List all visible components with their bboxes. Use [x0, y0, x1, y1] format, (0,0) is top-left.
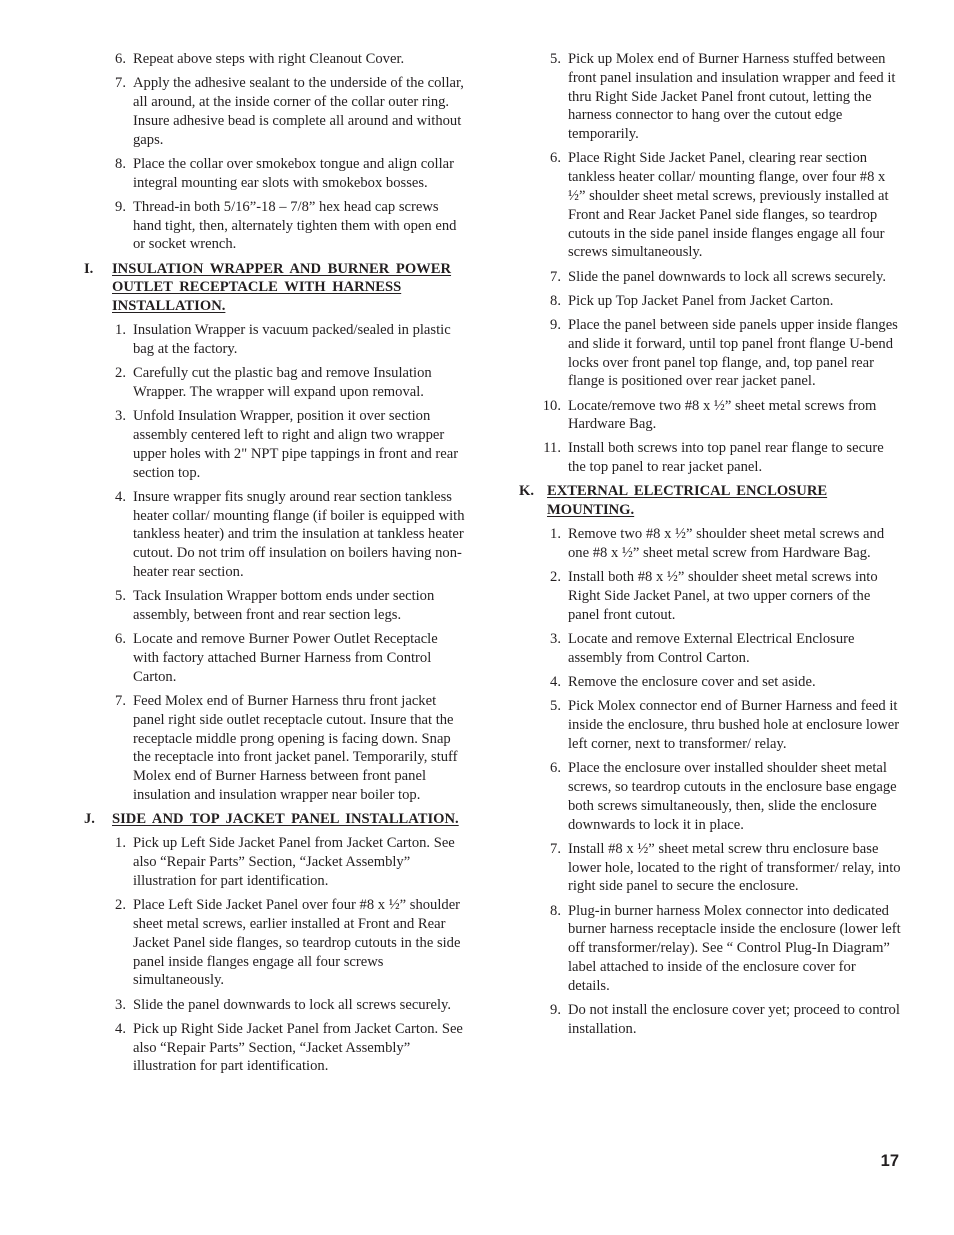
item-text: Locate and remove External Electrical Enclosure assembly from Control Carton. [568, 631, 855, 667]
list-item [84, 630, 466, 686]
list-item [519, 50, 901, 144]
list-item [519, 292, 901, 311]
item-number: 4. [115, 488, 126, 505]
list-item [84, 50, 466, 69]
list-item [84, 1020, 466, 1076]
item-text: Place Right Side Jacket Panel, clearing rear section tankless heater collar/ mounting flange, over four #8 x ½” shoulder sheet metal screws, previously installed at Front and Rear Jacket Panel side flanges, so teardrop cutouts in the side panel inside flanges engage all four screws simultaneously. [568, 150, 889, 261]
section-heading-i [84, 260, 466, 316]
list-item [519, 568, 901, 624]
list-block [519, 50, 901, 477]
list-item [84, 488, 466, 582]
item-text: Install both #8 x ½” shoulder sheet metal screws into Right Side Jacket Panel, at two upper corners of the panel front cutout. [568, 569, 878, 624]
list-item [519, 630, 901, 668]
list-item [84, 587, 466, 625]
list-item [519, 149, 901, 262]
item-number: 5. [550, 698, 561, 715]
item-text: Place the enclosure over installed shoulder sheet metal screws, so teardrop cutouts in the enclosure base engage both screws simultaneously, then, slide the enclosure downwards to lock it in place. [568, 760, 897, 833]
item-text: Pick up Right Side Jacket Panel from Jacket Carton. See also “Repair Parts” Section, “Jacket Assembly” illustration for part identification. [133, 1020, 463, 1075]
item-text: Pick up Left Side Jacket Panel from Jacket Carton. See also “Repair Parts” Section, “Jacket Assembly” illustration for part identification. [133, 835, 455, 889]
item-text: Do not install the enclosure cover yet; proceed to control installation. [568, 1001, 900, 1037]
item-number: 8. [550, 292, 561, 309]
item-number: 9. [550, 316, 561, 333]
list-block [84, 321, 466, 804]
item-number: 3. [115, 408, 126, 425]
item-text: Install both screws into top panel rear flange to secure the top panel to rear jacket panel. [568, 440, 884, 476]
list-block [84, 50, 466, 254]
section-letter: J. [84, 811, 95, 828]
item-text: Remove two #8 x ½” shoulder sheet metal screws and one #8 x ½” sheet metal screw from Hardware Bag. [568, 526, 885, 562]
item-number: 1. [115, 322, 126, 339]
list-item [84, 364, 466, 402]
item-number: 7. [115, 75, 126, 92]
item-number: 5. [550, 51, 561, 67]
list-item [519, 902, 901, 996]
list-item [84, 834, 466, 890]
page-number: 17 [880, 1152, 899, 1170]
item-text: Remove the enclosure cover and set aside. [568, 674, 816, 691]
item-number: 2. [550, 569, 561, 586]
item-text: Pick Molex connector end of Burner Harness and feed it inside the enclosure, thru bushed hole at enclosure lower left corner, next to transformer/ relay. [568, 698, 900, 752]
item-number: 11. [543, 440, 561, 457]
item-text: Pick up Molex end of Burner Harness stuffed between front panel insulation and insulation wrapper and feed it thru Right Side Jacket Panel front cutout, letting the harness connector to hang over the cutout edge temporarily. [568, 51, 896, 143]
list-item [519, 439, 901, 477]
section-title: EXTERNAL ELECTRICAL ENCLOSURE MOUNTING. [547, 483, 828, 519]
item-number: 3. [550, 631, 561, 648]
list-item [519, 673, 901, 692]
item-number: 8. [115, 155, 126, 172]
item-text: Unfold Insulation Wrapper, position it over section assembly centered left to right and align two wrapper upper holes with 2" NPT pipe tappings in front and rear section top. [133, 408, 459, 481]
list-block [84, 834, 466, 1076]
item-number: 6. [115, 51, 126, 67]
item-text: Plug-in burner harness Molex connector into dedicated burner harness receptacle inside the enclosure (lower left off transformer/relay). See “ Control Plug-In Diagram” label attached to inside of the enclosure cover for details. [568, 902, 901, 994]
section-heading-k [519, 482, 901, 520]
item-number: 6. [115, 631, 126, 648]
list-item [519, 268, 901, 287]
item-text: Locate and remove Burner Power Outlet Receptacle with factory attached Burner Harness from Control Carton. [133, 631, 438, 685]
left-column [84, 50, 466, 1081]
item-number: 7. [550, 840, 561, 857]
section-letter: K. [519, 483, 534, 500]
list-item [84, 321, 466, 359]
item-number: 8. [550, 902, 561, 919]
item-text: Slide the panel downwards to lock all screws securely. [133, 996, 451, 1013]
item-text: Insure wrapper fits snugly around rear section tankless heater collar/ mounting flange (if boiler is equipped with tankless heater) and trim the insulation at tankless heater cutout. Do not trim off insulation on boilers having non-heater rear section. [133, 488, 465, 581]
list-item [84, 996, 466, 1015]
item-text: Place the panel between side panels upper inside flanges and slide it forward, until top panel front flange U-bend locks over front panel top flange, and, top panel rear flange is positioned over rear jacket panel. [568, 316, 898, 390]
item-number: 6. [550, 150, 561, 167]
item-number: 2. [115, 365, 126, 382]
section-title: SIDE AND TOP JACKET PANEL INSTALLATION. [112, 811, 459, 828]
item-text: Place Left Side Jacket Panel over four #8 x ½” shoulder sheet metal screws, earlier installed at Front and Rear Jacket Panel side flanges, so teardrop cutouts in the side panel inside flanges engage all four screws simultaneously. [133, 897, 461, 989]
item-number: 1. [550, 526, 561, 543]
list-item [519, 1001, 901, 1039]
item-number: 9. [550, 1001, 561, 1018]
item-text: Place the collar over smokebox tongue and align collar integral mounting ear slots with smokebox bosses. [133, 155, 454, 191]
list-item [84, 407, 466, 482]
item-text: Thread-in both 5/16”-18 – 7/8” hex head cap screws hand tight, then, alternately tighten them with open end or socket wrench. [133, 198, 457, 253]
item-number: 1. [115, 835, 126, 852]
list-item [519, 759, 901, 834]
item-number: 2. [115, 897, 126, 914]
list-item [519, 316, 901, 391]
item-text: Insulation Wrapper is vacuum packed/sealed in plastic bag at the factory. [133, 322, 451, 358]
item-number: 9. [115, 198, 126, 215]
item-number: 7. [115, 693, 126, 709]
list-item [519, 525, 901, 563]
item-text: Install #8 x ½” sheet metal screw thru enclosure base lower hole, located to the right of transformer/ relay, into right side panel to secure the enclosure. [568, 840, 901, 895]
section-title: INSULATION WRAPPER AND BURNER POWER OUTLET RECEPTACLE WITH HARNESS INSTALLATION. [112, 260, 452, 315]
section-letter: I. [84, 260, 94, 277]
item-number: 10. [542, 397, 561, 414]
list-item [84, 155, 466, 193]
list-item [519, 697, 901, 753]
item-number: 5. [115, 588, 126, 605]
item-text: Repeat above steps with right Cleanout Cover. [133, 51, 405, 67]
list-item [519, 397, 901, 435]
section-heading-j [84, 810, 466, 829]
item-number: 7. [550, 268, 561, 285]
item-number: 4. [550, 674, 561, 691]
item-number: 6. [550, 760, 561, 777]
item-text: Carefully cut the plastic bag and remove Insulation Wrapper. The wrapper will expand upon removal. [133, 365, 432, 401]
item-text: Apply the adhesive sealant to the underside of the collar, all around, at the inside corner of the collar outer ring. Insure adhesive bead is complete all around and without gaps. [133, 75, 464, 148]
list-block [519, 525, 901, 1038]
list-item [84, 74, 466, 149]
item-text: Locate/remove two #8 x ½” sheet metal screws from Hardware Bag. [568, 397, 877, 433]
item-text: Pick up Top Jacket Panel from Jacket Carton. [568, 292, 834, 309]
list-item [84, 198, 466, 254]
list-item [84, 692, 466, 805]
list-item [519, 840, 901, 896]
item-number: 4. [115, 1020, 126, 1037]
item-text: Feed Molex end of Burner Harness thru front jacket panel right side outlet receptacle cutout. Insure that the receptacle middle prong opening is facing down. Snap the receptacle into front jacket panel. Temporarily, stuff Molex end of Burner Harness between front panel insulation and insulation wrapper near boiler top. [133, 693, 458, 803]
item-text: Slide the panel downwards to lock all screws securely. [568, 268, 886, 285]
item-number: 3. [115, 996, 126, 1013]
item-text: Tack Insulation Wrapper bottom ends under section assembly, between front and rear section legs. [133, 588, 435, 624]
right-column [519, 50, 901, 1044]
list-item [84, 896, 466, 990]
